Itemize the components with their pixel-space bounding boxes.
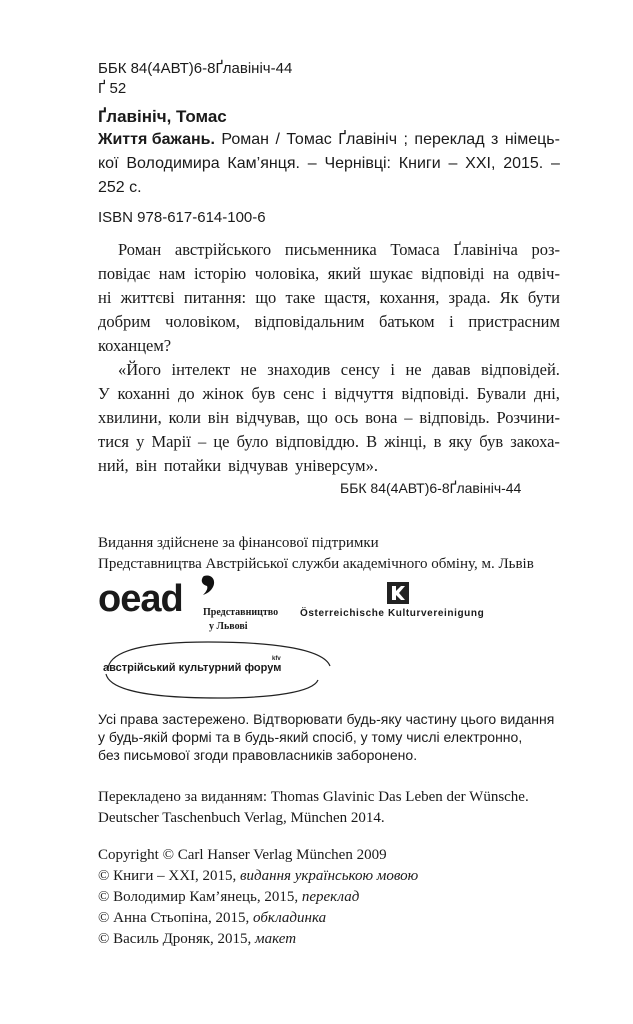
annotation-line-5: коханцем? [98, 336, 172, 355]
copyright-line-5: © Василь Дроняк, 2015, макет [98, 931, 297, 947]
bbk-code: ББК 84(4АВТ)6-8Ґлавініч-44 [98, 60, 293, 77]
annotation-line-4: добрим чоловіком, відповідальним батьком і пристрасним [98, 312, 560, 331]
austrian-cultural-forum-text: австрійський культурний форум [103, 662, 282, 674]
author-mark: Ґ 52 [98, 80, 127, 97]
book-title: Життя бажань. [98, 131, 215, 148]
isbn: ISBN 978-617-614-100-6 [98, 209, 266, 226]
copyright-line-2: © Книги – XXI, 2015, видання українською мовою [98, 868, 419, 884]
annotation-line-9: тися у Марії – це було відповіддю. В жінці, в яку був закоха- [98, 432, 560, 451]
annotation-line-10: ний, він потайки відчував універсум». [98, 456, 378, 475]
annotation-line-2: повідає нам історію чоловіка, який шукає відповіді на одвіч- [98, 264, 560, 283]
biblio-line-1: Життя бажань. Роман / Томас Ґлавініч ; переклад з німець- [98, 131, 560, 148]
author-name: Ґлавініч, Томас [98, 107, 227, 126]
copyright-line-4: © Анна Стьопіна, 2015, обкладинка [98, 910, 327, 926]
biblio-line-3: 252 с. [98, 179, 142, 196]
kulturvereinigung-text: Österreichische Kulturvereinigung [300, 608, 485, 619]
kulturvereinigung-logo-icon [387, 582, 409, 604]
annotation-line-6: «Його інтелект не знаходив сенсу і не давав відповідей. [118, 360, 560, 379]
bbk-code-repeat: ББК 84(4АВТ)6-8Ґлавініч-44 [340, 480, 522, 496]
annotation-line-1: Роман австрійського письменника Томаса Ґлавініча роз- [118, 240, 560, 259]
oead-subtitle: Представництво у Львові [203, 607, 279, 632]
rights-line-3: без письмової згоди правовласників заборонено. [98, 747, 418, 763]
austrian-cultural-forum-mark: kfv [272, 656, 281, 662]
copyright-line-1: Copyright © Carl Hanser Verlag München 2009 [98, 847, 387, 863]
annotation-line-8: хвилини, коли він відчував, що ось вона – відповідь. Розчини- [98, 408, 560, 427]
oead-comma-mark [201, 574, 215, 596]
biblio-line-2: кої Володимира Кам’янця. – Чернівці: Книги – XXI, 2015. – [98, 155, 560, 172]
original-edition-line-2: Deutscher Taschenbuch Verlag, München 2014. [98, 810, 385, 826]
oead-logo: oead [98, 578, 183, 620]
rights-line-1: Усі права застережено. Відтворювати будь-яку частину цього видання [98, 711, 555, 727]
annotation-line-3: ні життєві питання: що таке щастя, кохання, зрада. Як бути [98, 288, 560, 307]
annotation-line-7: У коханні до жінок був сенс і відчуття відповіді. Бували дні, [98, 384, 560, 403]
support-line-1: Видання здійснене за фінансової підтримки [98, 535, 379, 551]
support-line-2: Представництва Австрійської служби академічного обміну, м. Львів [98, 556, 534, 572]
rights-line-2: у будь-якій формі та в будь-який спосіб, у тому числі електронно, [98, 729, 523, 745]
original-edition-line-1: Перекладено за виданням: Thomas Glavinic Das Leben der Wünsche. [98, 789, 529, 805]
copyright-line-3: © Володимир Кам’янець, 2015, переклад [98, 889, 360, 905]
